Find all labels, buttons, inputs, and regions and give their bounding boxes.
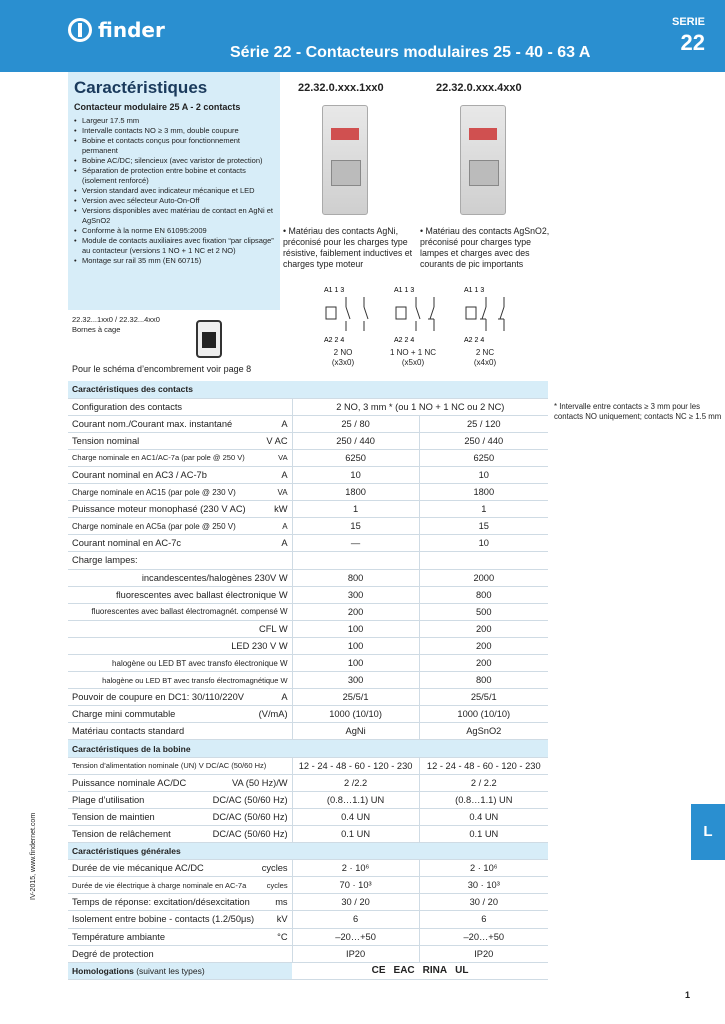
- approvals-title: Homologations: [72, 965, 134, 976]
- label-text: LED 230 V: [231, 640, 277, 651]
- table-row: [68, 894, 548, 911]
- unit-text: W: [278, 640, 288, 651]
- value-col1: 800: [292, 569, 419, 586]
- features-list: [74, 116, 274, 266]
- table-row: [68, 603, 548, 620]
- table-row: [68, 466, 548, 483]
- row-label: [68, 825, 292, 842]
- section-tab-l: L: [691, 804, 725, 860]
- unit-text: W: [280, 607, 288, 617]
- table-row: [68, 825, 548, 842]
- characteristics-subtitle: Contacteur modulaire 25 A - 2 contacts: [74, 102, 241, 112]
- unit-text: cycles: [261, 863, 288, 874]
- material-description-2: • Matériau des contacts AgSnO2, préconisé pour charges type lampes et charges avec des courants de pic importants: [420, 226, 550, 269]
- diagram-caption-2no: [308, 348, 378, 368]
- value-col1: 100: [292, 620, 419, 637]
- value-col2: AgSnO2: [419, 723, 548, 740]
- brand-logo: [68, 18, 165, 42]
- label-text: Puissance nominale AC/DC: [72, 777, 187, 788]
- table-row: [68, 928, 548, 945]
- diagram-top-labels: A1 1 3: [324, 287, 345, 294]
- value-col2: 500: [419, 603, 548, 620]
- table-row: [68, 449, 548, 466]
- label-text: Plage d’utilisation: [72, 794, 145, 805]
- approvals-label: [68, 962, 292, 979]
- coil-symbol: [326, 307, 336, 319]
- row-label: [68, 449, 292, 466]
- table-row: [68, 552, 548, 569]
- table-row: [68, 945, 548, 962]
- label-text: Charge nominale en AC5a (par pole @ 250 V): [72, 521, 236, 531]
- finder-logo-icon: [68, 18, 92, 42]
- value-col1: IP20: [292, 945, 419, 962]
- value-col2: [419, 552, 548, 569]
- row-label: [68, 586, 292, 603]
- row-label: [68, 569, 292, 586]
- row-label: [68, 484, 292, 501]
- section-title: Caractéristiques générales: [68, 843, 548, 860]
- label-text: Puissance moteur monophasé (230 V AC): [72, 504, 246, 515]
- label-text: Configuration des contacts: [72, 401, 183, 412]
- row-label: [68, 945, 292, 962]
- label-text: Pouvoir de coupure en DC1: 30/110/220V: [72, 692, 244, 703]
- header-band: [0, 0, 725, 72]
- table-row: [68, 518, 548, 535]
- ul-mark-icon: UL: [455, 965, 469, 977]
- edition-footer: IV-2015, www.findernet.com: [30, 812, 37, 900]
- coil-symbol: [466, 307, 476, 319]
- row-label: [68, 603, 292, 620]
- characteristics-title: Caractéristiques: [74, 78, 208, 97]
- section-coil: [68, 740, 548, 757]
- unit-text: kV: [276, 914, 288, 925]
- unit-text: (V/mA): [258, 709, 288, 720]
- material-description-1: • Matériau des contacts AgNi, préconisé pour les charges type résistive, faiblement inductives et charges type moteur: [283, 226, 413, 269]
- feature-item: • Montage sur rail 35 mm (EN 60715): [74, 256, 274, 266]
- value-col2: 0.4 UN: [419, 808, 548, 825]
- eac-mark-icon: EAC: [393, 965, 415, 977]
- label-text: Tension nominal: [72, 435, 140, 446]
- table-row: [68, 877, 548, 894]
- wiring-diagram-2nc: [462, 285, 528, 345]
- row-label: [68, 791, 292, 808]
- unit-text: W: [278, 572, 288, 583]
- section-general: [68, 843, 548, 860]
- unit-text: DC/AC (50/60 Hz): [212, 811, 288, 822]
- value-col2: 30 · 10³: [419, 877, 548, 894]
- feature-item: • Version avec sélecteur Auto-On-Off: [74, 196, 274, 206]
- label-text: Matériau contacts standard: [72, 726, 185, 737]
- label-text: Charge nominale en AC15 (par pole @ 230 V): [72, 487, 236, 497]
- label-text: Durée de vie mécanique AC/DC: [72, 863, 204, 874]
- label-text: fluorescentes avec ballast électromagnét. compensé: [91, 607, 278, 617]
- row-label: [68, 466, 292, 483]
- value-col2: IP20: [419, 945, 548, 962]
- table-row: [68, 757, 548, 774]
- row-label: [68, 689, 292, 706]
- coil-symbol: [396, 307, 406, 319]
- section-title: Caractéristiques des contacts: [68, 381, 548, 398]
- diagram-bottom-labels: A2 2 4: [324, 337, 345, 344]
- feature-item: • Version standard avec indicateur mécanique et LED: [74, 186, 274, 196]
- row-label: [68, 757, 292, 774]
- row-label: [68, 911, 292, 928]
- value-col1: 1: [292, 501, 419, 518]
- row-value-span: 2 NO, 3 mm * (ou 1 NO + 1 NC ou 2 NC): [292, 398, 548, 415]
- value-col2: 12 - 24 - 48 - 60 - 120 - 230: [419, 757, 548, 774]
- unit-text: °C: [277, 931, 288, 942]
- value-col1: 0.4 UN: [292, 808, 419, 825]
- row-label: [68, 518, 292, 535]
- value-col2: 30 / 20: [419, 894, 548, 911]
- value-col1: –20…+50: [292, 928, 419, 945]
- label-text: Temps de réponse: excitation/désexcitation: [72, 897, 250, 908]
- unit-text: kW: [274, 504, 288, 515]
- wiring-diagram-2no: [322, 285, 388, 345]
- value-col1: 10: [292, 466, 419, 483]
- section-contacts: [68, 381, 548, 398]
- characteristics-panel: [68, 72, 280, 310]
- value-col2: 25 / 120: [419, 415, 548, 432]
- value-col2: 250 / 440: [419, 432, 548, 449]
- label-text: Charge mini commutable: [72, 709, 176, 720]
- label-text: Durée de vie électrique à charge nominale en AC-7a: [72, 880, 247, 890]
- label-text: Courant nominal en AC-7c: [72, 538, 182, 549]
- value-col1: 2 /2.2: [292, 774, 419, 791]
- diagram-caption-config: 2 NO: [333, 348, 353, 357]
- value-col1: 300: [292, 586, 419, 603]
- product-code-1: 22.32.0.xxx.1xx0: [298, 82, 384, 94]
- row-label: [68, 637, 292, 654]
- diagram-caption-1no1nc: [378, 348, 448, 368]
- wiring-diagram-1no1nc: [392, 285, 458, 345]
- terminals-codes: 22.32...1xx0 / 22.32...4xx0: [72, 315, 160, 324]
- value-col2: 0.1 UN: [419, 825, 548, 842]
- value-col1: 300: [292, 672, 419, 689]
- terminals-note: [72, 315, 160, 335]
- label-text: Charge lampes:: [72, 555, 138, 566]
- table-row: [68, 860, 548, 877]
- table-row: [68, 655, 548, 672]
- value-col2: 800: [419, 586, 548, 603]
- unit-text: VA: [278, 453, 288, 463]
- value-col2: 6250: [419, 449, 548, 466]
- diagram-bottom-labels: A2 2 4: [464, 337, 485, 344]
- value-col2: 1800: [419, 484, 548, 501]
- table-row: [68, 535, 548, 552]
- label-text: Tension de maintien: [72, 811, 155, 822]
- diagram-caption-config: 2 NC: [475, 348, 495, 357]
- section-title: Caractéristiques de la bobine: [68, 740, 548, 757]
- value-col2: 10: [419, 535, 548, 552]
- diagram-caption-config: 1 NO + 1 NC: [389, 348, 436, 357]
- contact-gap-footnote: * Intervalle entre contacts ≥ 3 mm pour les contacts NO uniquement; contacts NC ≥ 1.5 mm: [554, 402, 722, 421]
- table-row: [68, 432, 548, 449]
- specifications-table: [68, 381, 548, 980]
- unit-text: DC/AC (50/60 Hz): [212, 794, 288, 805]
- value-col1: 15: [292, 518, 419, 535]
- row-label: [68, 928, 292, 945]
- value-col1: (0.8…1.1) UN: [292, 791, 419, 808]
- value-col1: 2 · 10⁶: [292, 860, 419, 877]
- brand-name: finder: [98, 18, 165, 42]
- value-col2: 200: [419, 655, 548, 672]
- contactor-image-1: [322, 105, 368, 215]
- feature-item: • Séparation de protection entre bobine et contacts (isolement renforcé): [74, 166, 274, 186]
- row-label: [68, 552, 292, 569]
- value-col2: (0.8…1.1) UN: [419, 791, 548, 808]
- table-row: [68, 569, 548, 586]
- page-title: Série 22 - Contacteurs modulaires 25 - 40 - 63 A: [230, 44, 591, 61]
- value-col2: 15: [419, 518, 548, 535]
- table-row: [68, 706, 548, 723]
- value-col2: 10: [419, 466, 548, 483]
- value-col2: 2 / 2.2: [419, 774, 548, 791]
- label-text: Isolement entre bobine - contacts (1.2/50μs): [72, 914, 255, 925]
- row-label: [68, 723, 292, 740]
- row-label: [68, 415, 292, 432]
- row-label: [68, 672, 292, 689]
- value-col1: 100: [292, 655, 419, 672]
- label-text: Tension de relâchement: [72, 828, 171, 839]
- row-label: [68, 860, 292, 877]
- value-col1: 250 / 440: [292, 432, 419, 449]
- diagram-bottom-labels: A2 2 4: [394, 337, 415, 344]
- product-code-2: 22.32.0.xxx.4xx0: [436, 82, 522, 94]
- row-label: [68, 501, 292, 518]
- value-col1: 30 / 20: [292, 894, 419, 911]
- terminals-type: Bornes à cage: [72, 325, 121, 334]
- unit-text: A: [282, 521, 288, 531]
- table-row: [68, 672, 548, 689]
- unit-text: ms: [275, 897, 288, 908]
- value-col2: 25/5/1: [419, 689, 548, 706]
- table-row: [68, 791, 548, 808]
- label-text: Température ambiante: [72, 931, 166, 942]
- diagram-caption-2nc: [450, 348, 520, 368]
- value-col1: 70 · 10³: [292, 877, 419, 894]
- contactor-image-2: [460, 105, 506, 215]
- table-row: [68, 484, 548, 501]
- value-col1: 25/5/1: [292, 689, 419, 706]
- value-col2: 2 · 10⁶: [419, 860, 548, 877]
- cage-terminal-image: [196, 320, 222, 358]
- label-text: fluorescentes avec ballast électronique: [116, 589, 277, 600]
- series-number: 22: [680, 30, 705, 55]
- approvals-note: (suivant les types): [133, 965, 205, 976]
- unit-text: A: [281, 470, 288, 481]
- diagram-caption-code: (x3x0): [331, 358, 355, 367]
- value-col1: AgNi: [292, 723, 419, 740]
- feature-item: • Conforme à la norme EN 61095:2009: [74, 226, 274, 236]
- value-col2: 200: [419, 637, 548, 654]
- diagram-caption-code: (x4x0): [473, 358, 497, 367]
- unit-text: W: [280, 658, 288, 668]
- unit-text: VA (50 Hz)/W: [231, 777, 288, 788]
- table-row: [68, 911, 548, 928]
- row-label: [68, 535, 292, 552]
- table-row: [68, 398, 548, 415]
- unit-text: W: [278, 623, 288, 634]
- label-text: Courant nominal en AC3 / AC-7b: [72, 470, 207, 481]
- value-col1: 1000 (10/10): [292, 706, 419, 723]
- value-col1: [292, 552, 419, 569]
- table-row: [68, 723, 548, 740]
- value-col1: 0.1 UN: [292, 825, 419, 842]
- value-col2: 1: [419, 501, 548, 518]
- feature-item: • Intervalle contacts NO ≥ 3 mm, double coupure: [74, 126, 274, 136]
- rina-mark-icon: RINA: [422, 965, 448, 977]
- value-col2: 6: [419, 911, 548, 928]
- unit-text: VA: [277, 487, 288, 497]
- value-col2: 800: [419, 672, 548, 689]
- unit-text: A: [281, 418, 288, 429]
- label-text: Degré de protection: [72, 948, 154, 959]
- label-text: CFL: [259, 623, 277, 634]
- diagram-top-labels: A1 1 3: [464, 287, 485, 294]
- unit-text: cycles: [266, 880, 288, 890]
- row-label: [68, 398, 292, 415]
- value-col1: 100: [292, 637, 419, 654]
- feature-item: • Versions disponibles avec matériau de contact en AgNi et AgSnO2: [74, 206, 274, 226]
- row-label: [68, 877, 292, 894]
- value-col2: 200: [419, 620, 548, 637]
- unit-text: V AC: [266, 435, 288, 446]
- diagram-caption-code: (x5x0): [401, 358, 425, 367]
- unit-text: DC/AC (50/60 Hz): [212, 828, 288, 839]
- value-col2: 2000: [419, 569, 548, 586]
- row-label: [68, 655, 292, 672]
- row-label: [68, 706, 292, 723]
- feature-item: • Module de contacts auxiliaires avec fixation “par clipsage” au contacteur (versions 1 NO + 1 NC et 2 NO): [74, 236, 274, 256]
- row-label: [68, 774, 292, 791]
- feature-item: • Largeur 17.5 mm: [74, 116, 274, 126]
- row-label: [68, 432, 292, 449]
- value-col1: —: [292, 535, 419, 552]
- ce-mark-icon: CE: [371, 965, 386, 977]
- label-text: incandescentes/halogènes 230V: [141, 572, 277, 583]
- row-label: [68, 808, 292, 825]
- row-label: [68, 620, 292, 637]
- diagram-top-labels: A1 1 3: [394, 287, 415, 294]
- unit-text: W: [278, 589, 288, 600]
- value-col1: 6: [292, 911, 419, 928]
- value-col1: 200: [292, 603, 419, 620]
- dimensions-reference: Pour le schéma d’encombrement voir page 8: [72, 364, 252, 374]
- row-label: [68, 894, 292, 911]
- label-text: halogène ou LED BT avec transfo électromagnétique: [102, 675, 279, 685]
- table-row: [68, 620, 548, 637]
- table-row: [68, 501, 548, 518]
- label-text: halogène ou LED BT avec transfo électronique: [112, 658, 278, 668]
- label-text: Tension d’alimentation nominale (UN) V DC/AC (50/60 Hz): [72, 761, 267, 771]
- value-col2: –20…+50: [419, 928, 548, 945]
- value-col1: 12 - 24 - 48 - 60 - 120 - 230: [292, 757, 419, 774]
- unit-text: A: [281, 538, 288, 549]
- unit-text: W: [280, 675, 288, 685]
- feature-item: • Bobine AC/DC; silencieux (avec varistor de protection): [74, 156, 274, 166]
- series-label: SERIE: [671, 16, 705, 28]
- feature-item: • Bobine et contacts conçus pour fonctionnement permanent: [74, 136, 274, 156]
- value-col1: 1800: [292, 484, 419, 501]
- approvals-logos: [292, 962, 548, 979]
- label-text: Courant nom./Courant max. instantané: [72, 418, 233, 429]
- page-number: 1: [685, 990, 691, 1000]
- label-text: Charge nominale en AC1/AC-7a (par pole @ 250 V): [72, 453, 245, 463]
- value-col1: 25 / 80: [292, 415, 419, 432]
- table-row: [68, 689, 548, 706]
- table-row: [68, 774, 548, 791]
- unit-text: A: [281, 692, 288, 703]
- table-row: [68, 415, 548, 432]
- value-col2: 1000 (10/10): [419, 706, 548, 723]
- approvals-row: [68, 962, 548, 979]
- table-row: [68, 808, 548, 825]
- table-row: [68, 637, 548, 654]
- value-col1: 6250: [292, 449, 419, 466]
- table-row: [68, 586, 548, 603]
